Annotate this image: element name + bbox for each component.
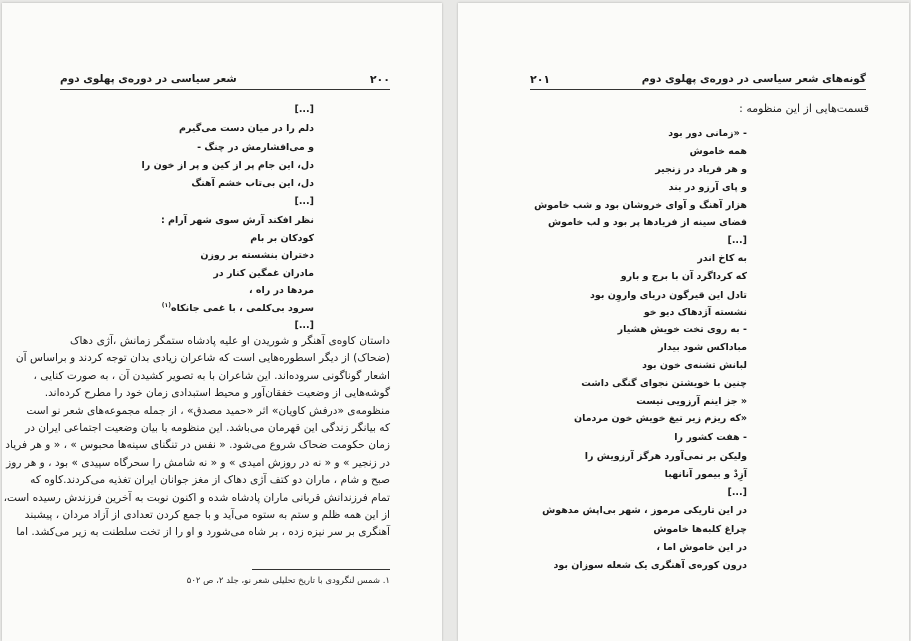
poem-line: همه خاموش (689, 146, 747, 157)
poem-line: و می‌افشارمش در چنگ - (197, 142, 314, 153)
running-title: گونه‌های شعر سیاسی در دوره‌ی پهلوی دوم (641, 73, 866, 85)
poem-line: دلم را در میان دست می‌گیرم (179, 123, 314, 134)
poem-line: و پای آرزو در بند (668, 182, 747, 193)
prose-line: در زنجیر » و « نه در روزش امیدی » و « نه شامش را سحرگاه سپیدی » بود ، و هر روز (6, 456, 390, 469)
prose-line: که بیانگر زندگی این قهرمان می‌باشد. این منظومه با بیان وضعیت اجتماعی ایران در (25, 422, 390, 435)
poem-line: آزِدْ و بیمور آنانهبا (664, 469, 747, 480)
prose-line: اشعار گوناگونی سروده‌اند. این شاعران با به تصویر کشیدن آن ، به صورت کنایی ، (33, 369, 390, 382)
right-page (458, 3, 909, 641)
section-subheading: قسمت‌هایی از این منظومه : (739, 102, 869, 115)
poem-line: « جز اینم آرزویی نیست (636, 396, 747, 407)
poem-line: دختران بنشسته بر روزن (200, 250, 314, 261)
poem-line: در این تاریکی مرموز ، شهر بی‌اپش مدهوش (542, 505, 747, 516)
prose-line: تمام فرزندانش قربانی ماران پادشاه شده و اکنون نوبت به آخرین فرزندش رسیده است، (3, 491, 390, 504)
footnote: ۱. شمس لنگرودی با تاریخ تحلیلی شعر نو، جلد ۲، ص ۵۰۲ (186, 576, 390, 586)
footnote-marker: (۱) (161, 302, 171, 309)
poem-line: درون کوره‌ی آهنگری یک شعله سوزان بود (553, 560, 747, 571)
prose-line: گوشه‌هایی از وضعیت خفقان‌آور و محیط استبدادی زمان خود را مطرح کرده‌اند. (44, 387, 390, 400)
page-number: ۲۰۰ (369, 73, 390, 86)
poem-line: فضای سینه از فریادها پر بود و لب خاموش (548, 217, 747, 228)
poem-line: [...] (294, 104, 314, 115)
poem-line: که کرداگرد آن با برج و بارو (620, 271, 747, 282)
prose-line: از این همه ظلم و ستم به ستوه می‌آید و با جمع کردن تعدادی از آزاد مردان ، پیشبند (24, 509, 390, 522)
poem-line: دل، این بی‌تاب خشم آهنگ (191, 178, 314, 189)
page-number: ۲۰۱ (530, 73, 551, 86)
poem-line: کودکان بر بام (250, 233, 314, 244)
poem-line: - به روی تخت خویش هشیار (617, 324, 747, 335)
poem-line: [...] (294, 196, 314, 207)
poem-line: چنین با خویشتن نجوای گنگی داشت (581, 378, 747, 389)
poem-line: به کاخ اندر (697, 253, 747, 264)
prose-line: صبح و شام ، ماران دو کتف آژی دهاک از مغز جوانان ایران تغذیه می‌کردند.کاوه که (30, 474, 390, 487)
running-title: شعر سیاسی در دوره‌ی پهلوی دوم (60, 73, 237, 85)
poem-line: [...] (727, 487, 747, 498)
poem-line: «که ریزم زیر تیغ خویش خون مردمان (574, 413, 747, 424)
poem-line: در این خاموش اما ، (656, 542, 747, 553)
poem-line: و هر فریاد در زنجیر (655, 164, 747, 175)
left-page (2, 3, 442, 641)
poem-line: [...] (727, 235, 747, 246)
poem-line: نظر افکند آرش سوی شهر آرام : (160, 215, 314, 226)
prose-line: آهنگری بر سر نیزه زده ، بر شاه می‌شورد و او را از تخت سلطنت به زیر می‌کشد. اما (16, 526, 390, 539)
poem-line: - «زمانی دور بود (668, 128, 747, 139)
prose-line: زمان حکومت ضحاک شروع می‌شود. « نفس در تنگنای سینه‌ها محبوس » ، « و هر فریاد (5, 439, 390, 452)
left-page-header (60, 73, 390, 90)
footnote-divider (252, 569, 390, 570)
prose-line: داستان کاوه‌ی آهنگر و شوریدن او علیه پادشاه ستمگر زمانش ،آژی دهاک (70, 335, 390, 347)
poem-line: ولیکن بر نمی‌آورد هرگز آرزویش را (584, 451, 747, 462)
body-paragraphs (3, 333, 390, 542)
right-page-header (530, 73, 866, 90)
poem-line (162, 302, 314, 314)
poem-line: نشسته آژدهاک دیو خو (643, 307, 747, 318)
prose-line: منظومه‌ی «درفش کاویان» اثر «حمید مصدق» ، از جمله مجموعه‌های شعر نو است (26, 404, 390, 417)
poem-line: هزار آهنگ و آوای خروشان بود و شب خاموش (534, 200, 747, 211)
poem-line: مباداکس شود بیدار (658, 342, 747, 353)
poem-line: تادل این قیرگون دریای واروِن بود (590, 290, 747, 301)
poem-line: مردها در راه ، (248, 285, 314, 296)
poem-line: - هفت کشور را (674, 432, 747, 443)
poem-line: لبانش تشنه‌ی خون بود (642, 360, 747, 371)
poem-line-text: سرود بی‌کلمی ، با غمی جانکاه (170, 303, 314, 315)
prose-line: (ضحاک) از دیگر اسطوره‌هایی است که شاعران زیادی بدان توجه کردند و براساس آن (15, 352, 390, 365)
poem-line: دل، این جام پر از کین و پر از خون را (141, 160, 314, 171)
poem-line: [...] (294, 320, 314, 331)
poem-line: چراغ کلبه‌ها خاموش (653, 524, 747, 535)
poem-line: مادران غمگین کنار در (213, 268, 314, 279)
